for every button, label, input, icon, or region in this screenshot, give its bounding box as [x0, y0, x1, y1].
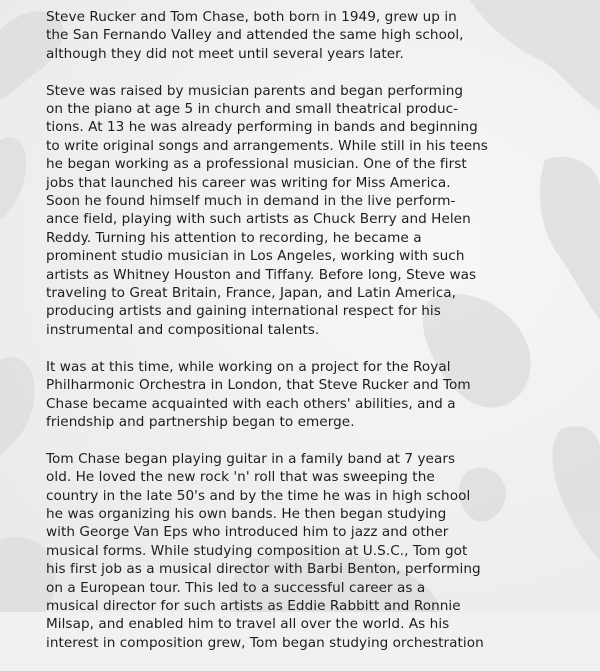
text-line: interest in composition grew, Tom began studying orchestration: [46, 634, 484, 651]
text-line: ance field, playing with such artists as Chuck Berry and Helen: [46, 211, 471, 228]
text-line: Philharmonic Orchestra in London, that Steve Rucker and Tom: [46, 377, 471, 394]
text-line: although they did not meet until several years later.: [46, 45, 404, 62]
text-line: on the piano at age 5 in church and small theatrical produc-: [46, 101, 459, 118]
text-line: on a European tour. This led to a successful career as a: [46, 579, 426, 596]
text-line: Reddy. Turning his attention to recording, he became a: [46, 229, 422, 246]
text-line: Steve Rucker and Tom Chase, both born in 1949, grew up in: [46, 9, 457, 25]
text-line: producing artists and gaining international respect for his: [46, 303, 441, 320]
text-line: artists as Whitney Houston and Tiffany. Before long, Steve was: [46, 266, 477, 283]
text-line: country in the late 50's and by the time he was in high school: [46, 487, 471, 504]
paragraph-steve-career: [46, 82, 598, 340]
text-line: traveling to Great Britain, France, Japan, and Latin America,: [46, 285, 456, 302]
text-line: jobs that launched his career was writing for Miss America.: [46, 174, 451, 191]
text-line: he began working as a professional musician. One of the first: [46, 156, 467, 173]
text-line: Steve was raised by musician parents and began performing: [46, 82, 464, 99]
text-line: old. He loved the new rock 'n' roll that was sweeping the: [46, 469, 435, 486]
text-line: to write original songs and arrangements. While still in his teens: [46, 137, 488, 154]
text-line: prominent studio musician in Los Angeles, working with such: [46, 248, 465, 265]
text-line: Tom Chase began playing guitar in a family band at 7 years: [46, 450, 456, 467]
paragraph-tom-career: [46, 450, 598, 652]
text-line: instrumental and compositional talents.: [46, 321, 320, 338]
paragraph-origins: [46, 8, 598, 63]
text-line: Chase became acquainted with each others' abilities, and a: [46, 395, 456, 412]
text-line: musical forms. While studying composition at U.S.C., Tom got: [46, 542, 468, 559]
text-line: the San Fernando Valley and attended the same high school,: [46, 27, 464, 44]
text-line: musical director for such artists as Eddie Rabbitt and Ronnie: [46, 597, 461, 614]
paragraph-partnership: [46, 358, 598, 432]
text-line: It was at this time, while working on a project for the Royal: [46, 358, 451, 375]
text-line: friendship and partnership began to emerge.: [46, 413, 355, 430]
text-line: his first job as a musical director with Barbi Benton, performing: [46, 561, 481, 578]
text-line: with George Van Eps who introduced him to jazz and other: [46, 524, 449, 541]
liner-notes-text: [46, 8, 598, 671]
text-line: Soon he found himself much in demand in the live perform-: [46, 193, 456, 210]
text-line: tions. At 13 he was already performing in bands and beginning: [46, 119, 478, 136]
text-line: he was organizing his own bands. He then began studying: [46, 505, 447, 522]
text-line: Milsap, and enabled him to travel all over the world. As his: [46, 616, 450, 633]
